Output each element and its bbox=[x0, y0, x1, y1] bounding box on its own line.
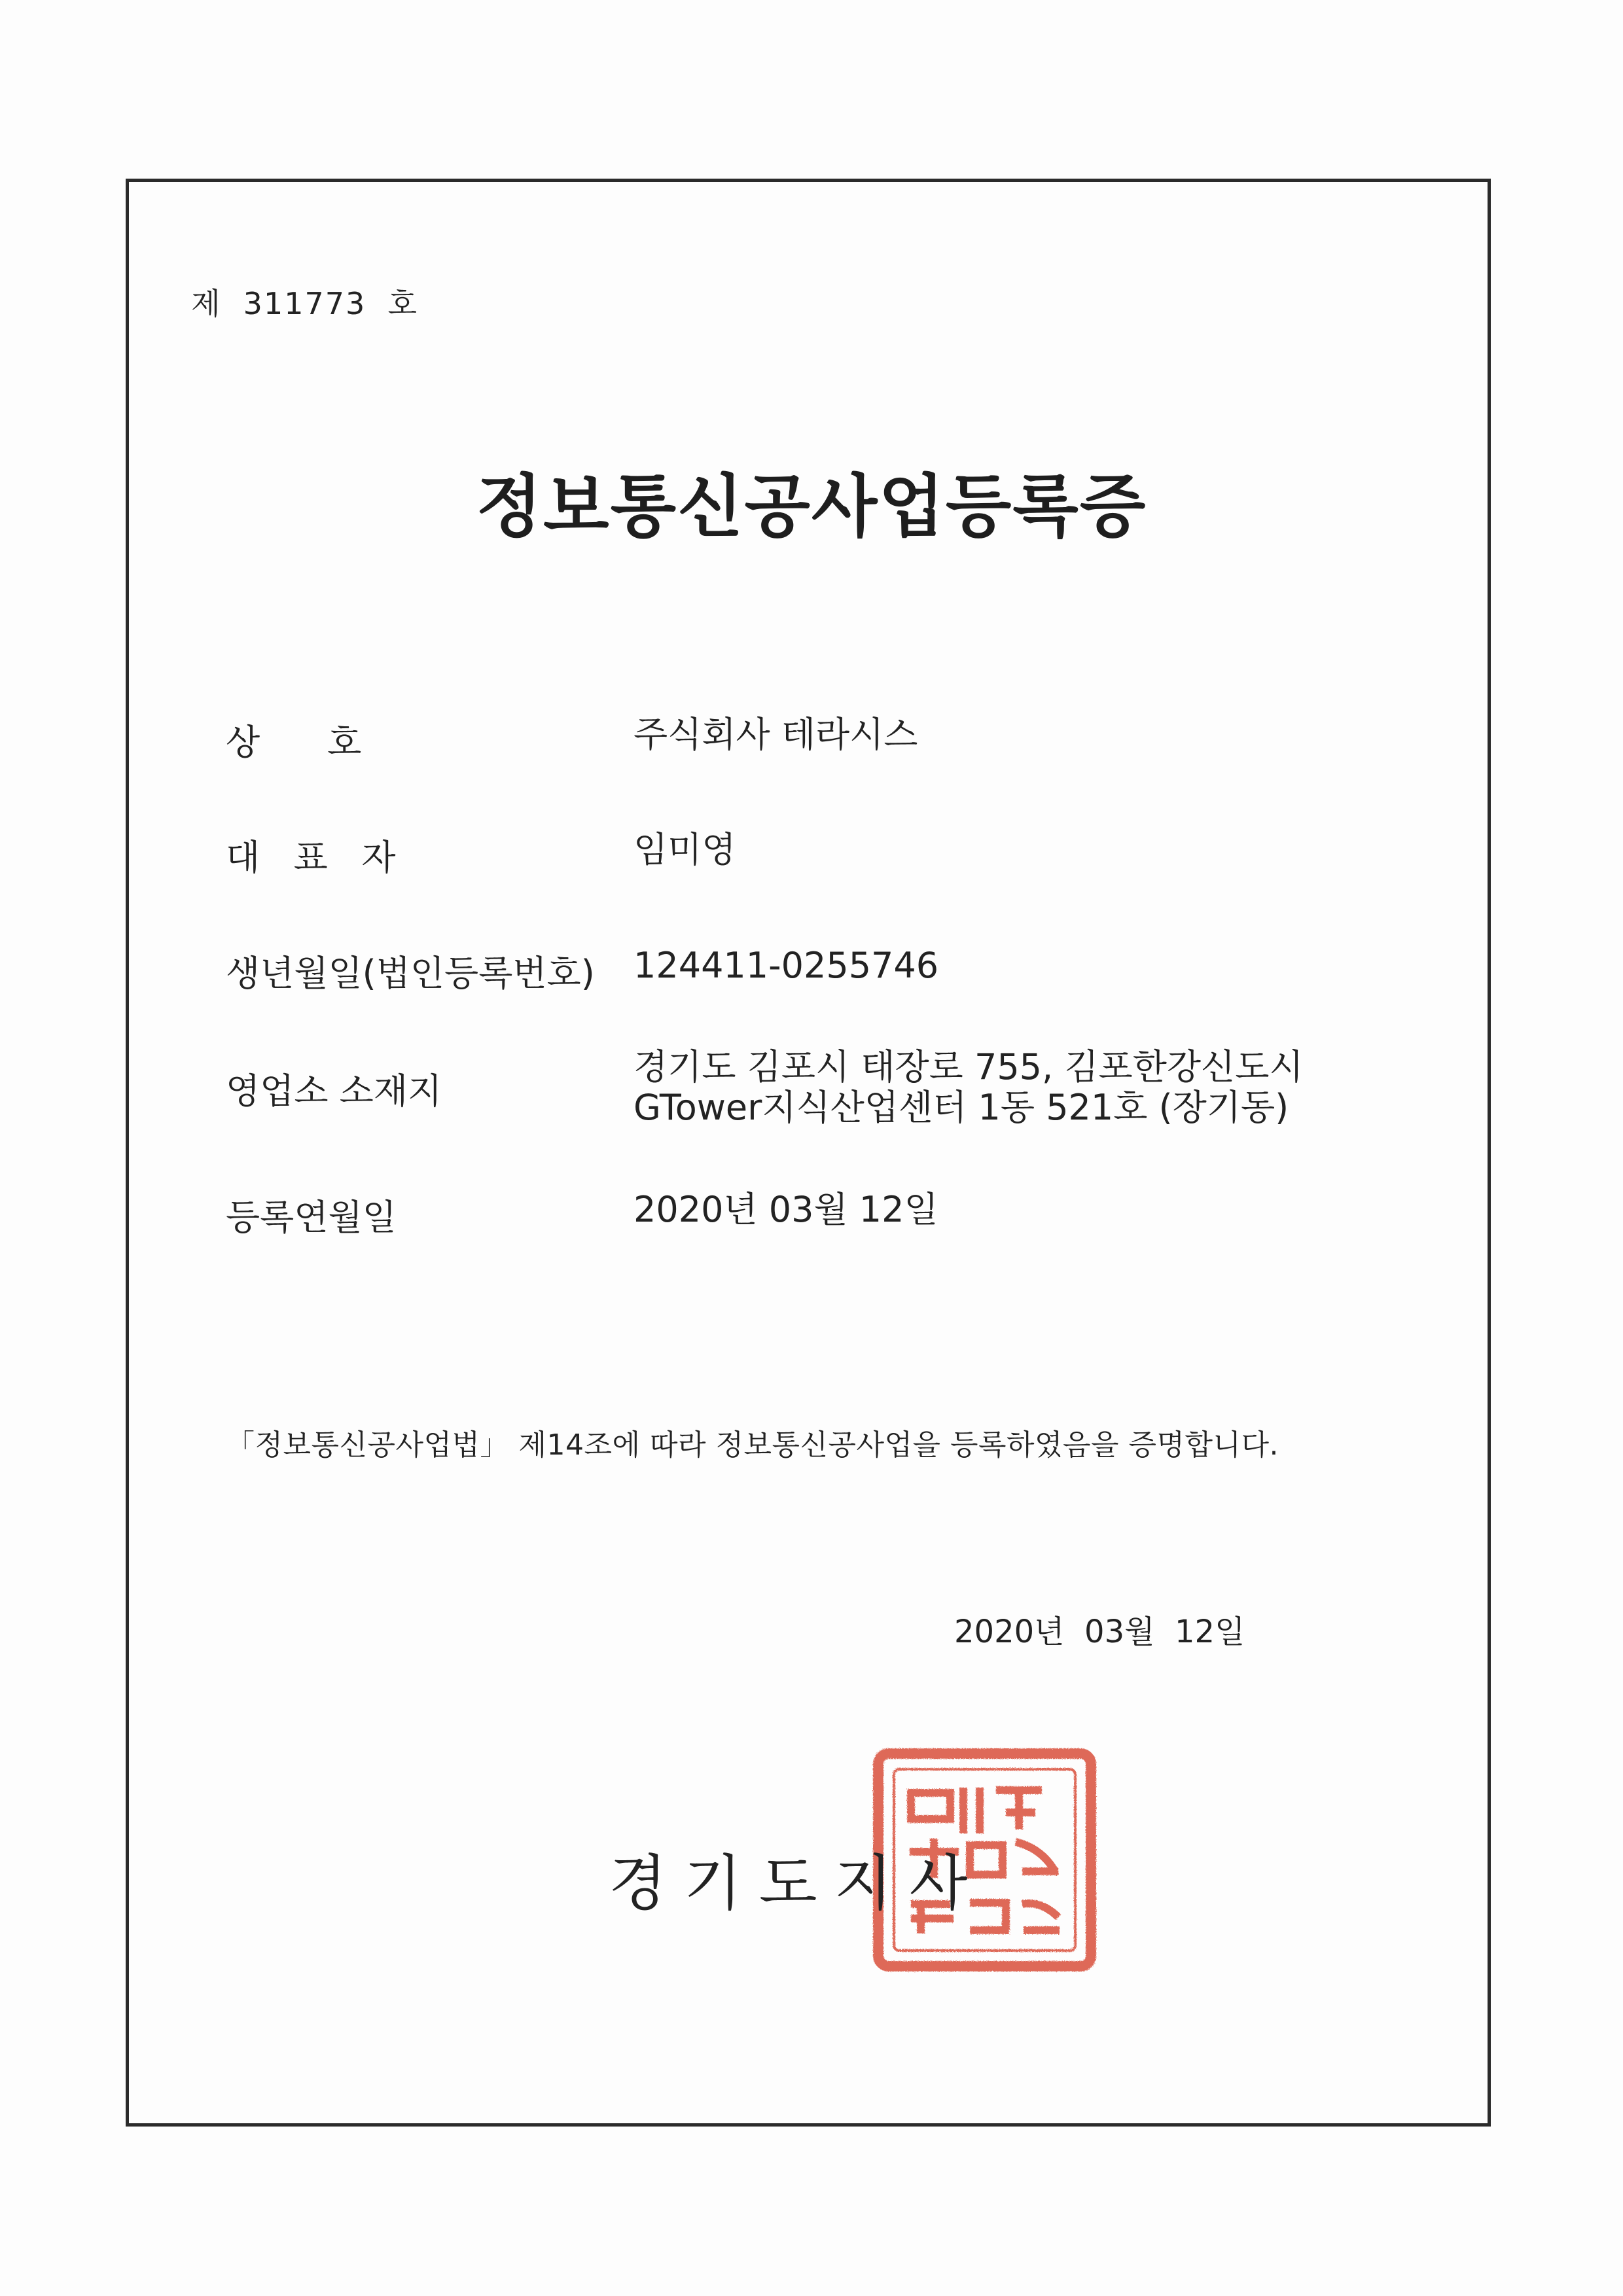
field-label-registration-date: 등록연월일 bbox=[226, 1197, 397, 1238]
field-value-office-address-line1: 경기도 김포시 태장로 755, 김포한강신도시 bbox=[633, 1046, 1304, 1087]
field-value-office-address-line2: GTower지식산업센터 1동 521호 (장기동) bbox=[633, 1087, 1289, 1128]
field-value-representative: 임미영 bbox=[633, 829, 736, 870]
field-label-office-address: 영업소 소재지 bbox=[226, 1070, 442, 1112]
field-value-company-name: 주식회사 테라시스 bbox=[633, 714, 918, 755]
issue-date: 2020년 03월 12일 bbox=[954, 1614, 1245, 1650]
field-label-registration-number: 생년월일(법인등록번호) bbox=[226, 953, 595, 994]
certificate-title: 정보통신공사업등록증 bbox=[476, 467, 1147, 546]
issuer-name: 경기도지사 bbox=[609, 1848, 985, 1918]
field-value-registration-date: 2020년 03월 12일 bbox=[633, 1189, 938, 1230]
certificate-number: 제 311773 호 bbox=[191, 286, 418, 321]
field-label-representative: 대 표 자 bbox=[226, 837, 396, 878]
field-label-company-name: 상 호 bbox=[226, 722, 362, 763]
certification-statement: 「정보통신공사업법」 제14조에 따라 정보통신공사업을 등록하였음을 증명합니다. bbox=[226, 1428, 1279, 1462]
field-value-registration-number: 124411-0255746 bbox=[633, 945, 939, 986]
